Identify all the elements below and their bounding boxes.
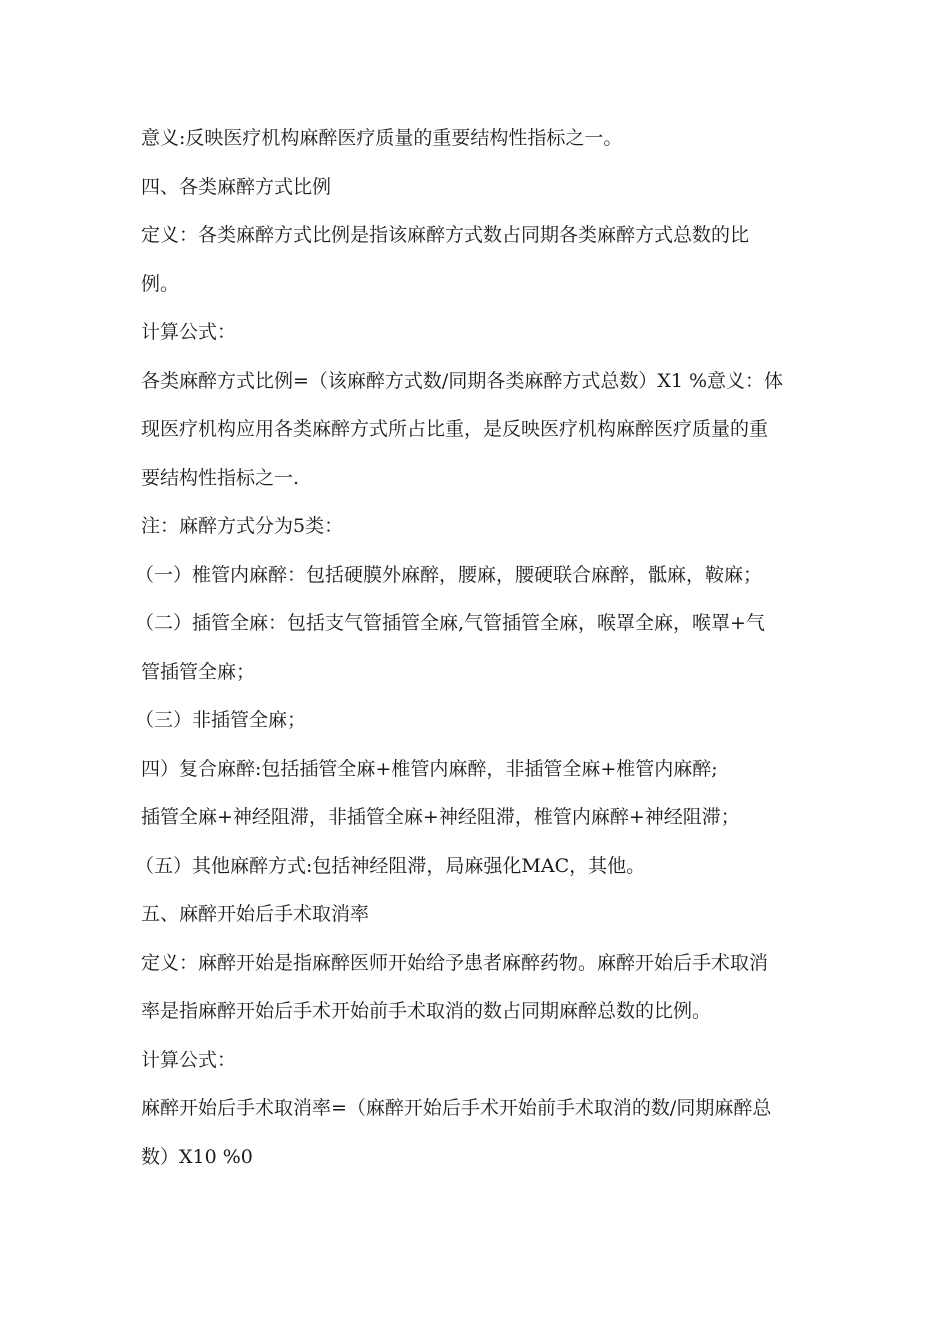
category-2-line-1: （二）插管全麻：包括支气管插管全麻,气管插管全麻，喉罩全麻，喉罩+气 bbox=[135, 612, 765, 634]
category-3-line: （三）非插管全麻； bbox=[135, 709, 307, 731]
definition-line-2: 例。 bbox=[141, 272, 180, 295]
category-1-line: （一）椎管内麻醉：包括硬膜外麻醉，腰麻，腰硬联合麻醉，骶麻，鞍麻； bbox=[135, 563, 763, 586]
category-4-line-2: 插管全麻+神经阻滞，非插管全麻+神经阻滞，椎管内麻醉+神经阻滞； bbox=[141, 806, 740, 828]
definition-2-line-1: 定义：麻醉开始是指麻醉医师开始给予患者麻醉药物。麻醉开始后手术取消 bbox=[141, 951, 769, 974]
document-body bbox=[135, 114, 821, 1181]
significance-line-1: 意义:反映医疗机构麻醉医疗质量的重要结构性指标之一。 bbox=[141, 127, 623, 149]
formula-heading-1: 计算公式： bbox=[141, 321, 237, 343]
formula-2-line-2: 数）X10 %0 bbox=[141, 1145, 253, 1168]
formula-line-3: 要结构性指标之一. bbox=[141, 466, 300, 489]
formula-2-line-1: 麻醉开始后手术取消率=（麻醉开始后手术开始前手术取消的数/同期麻醉总 bbox=[141, 1097, 772, 1119]
formula-heading-2: 计算公式： bbox=[141, 1048, 237, 1071]
section-heading-5: 五、麻醉开始后手术取消率 bbox=[141, 903, 370, 925]
category-5-line: （五）其他麻醉方式:包括神经阻滞，局麻强化MAC，其他。 bbox=[135, 854, 646, 877]
section-heading-4: 四、各类麻醉方式比例 bbox=[141, 175, 332, 198]
definition-line-1: 定义：各类麻醉方式比例是指该麻醉方式数占同期各类麻醉方式总数的比 bbox=[141, 224, 750, 246]
category-2-line-2: 管插管全麻； bbox=[141, 660, 256, 683]
formula-line-1: 各类麻醉方式比例=（该麻醉方式数/同期各类麻醉方式总数）X1 %意义：体 bbox=[141, 369, 784, 392]
category-4-line-1: 四）复合麻醉:包括插管全麻+椎管内麻醉，非插管全麻+椎管内麻醉; bbox=[141, 757, 718, 780]
note-line: 注：麻醉方式分为5类： bbox=[141, 515, 344, 537]
definition-2-line-2: 率是指麻醉开始后手术开始前手术取消的数占同期麻醉总数的比例。 bbox=[141, 1000, 712, 1022]
formula-line-2: 现医疗机构应用各类麻醉方式所占比重，是反映医疗机构麻醉医疗质量的重 bbox=[141, 418, 769, 440]
